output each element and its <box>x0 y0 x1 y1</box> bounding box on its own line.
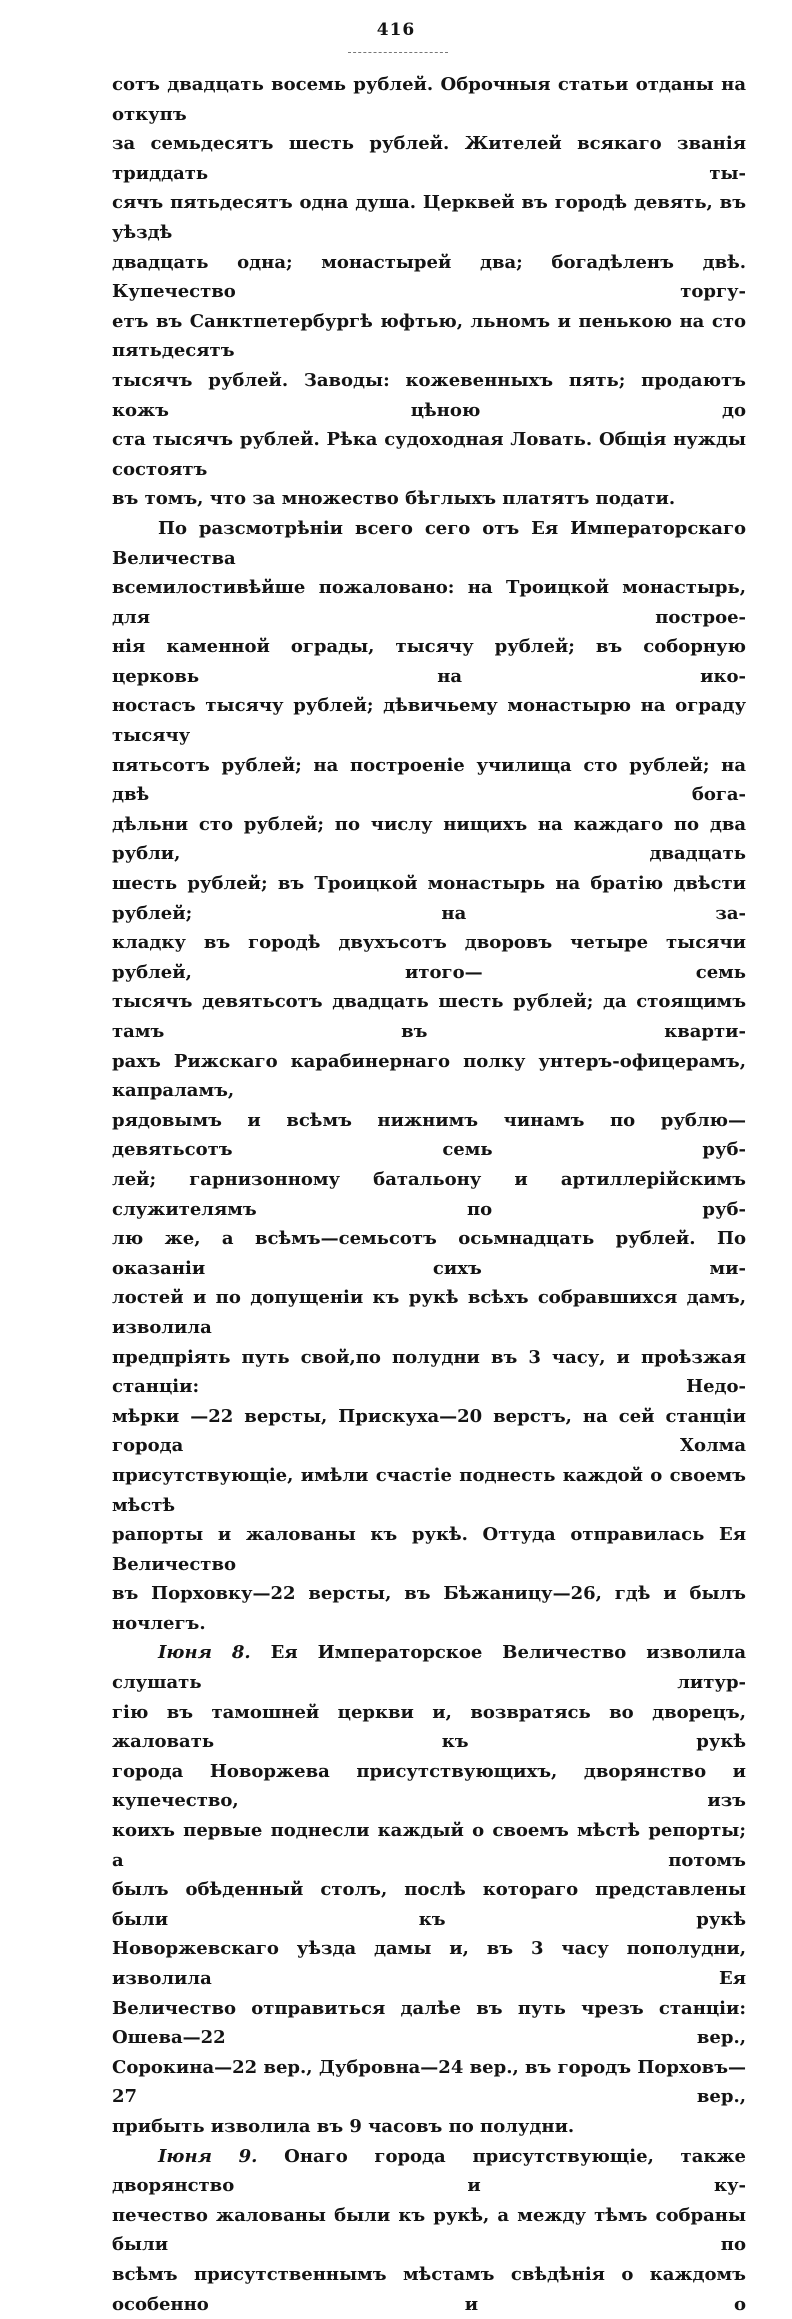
text-line: предпріять путь свой,по полудни въ 3 часу, и проѣзжая станціи: Недо- <box>112 1346 746 1398</box>
text-line: рядовымъ и всѣмъ нижнимъ чинамъ по рублю—девятьсотъ семь руб- <box>112 1109 746 1161</box>
text-line: въ томъ, что за множество бѣглыхъ платятъ подати. <box>112 488 676 510</box>
page-number: 416 <box>376 20 416 40</box>
text-line: города Новоржева присутствующихъ, дворянство и купечество, изъ <box>112 1760 746 1812</box>
text-line: прибыть изволила въ 9 часовъ по полудни. <box>112 2115 575 2137</box>
text-line: нія каменной ограды, тысячу рублей; въ соборную церковь на ико- <box>112 636 746 687</box>
text-line: за семьдесятъ шесть рублей. Жителей всякаго званія триддать ты- <box>112 133 746 184</box>
text-line: шесть рублей; въ Троицкой монастырь на братію двѣсти рублей; на за- <box>112 873 746 924</box>
text-line: рапорты и жалованы къ рукѣ. Оттуда отправилась Ея Величество <box>112 1524 746 1575</box>
text-line: въ Порховку—22 версты, въ Бѣжаницу—26, гдѣ и былъ ночлегъ. <box>112 1583 746 1634</box>
text-line: пятьсотъ рублей; на построеніе училища сто рублей; на двѣ бога- <box>112 754 746 806</box>
body-text <box>112 70 746 2319</box>
date-label: Іюня 9. <box>158 2145 258 2167</box>
text-line: двадцать одна; монастырей два; богадѣленъ двѣ. Купечество торгу- <box>112 251 746 303</box>
text-line: етъ въ Санктпетербургѣ юфтью, льномъ и пенькою на сто пятьдесятъ <box>112 310 746 362</box>
text-line: присутствующіе, имѣли счастіе поднесть каждой о своемъ мѣстѣ <box>112 1464 746 1516</box>
header-rule <box>348 52 448 53</box>
date-label: Іюня 8. <box>158 1642 251 1664</box>
text-line: печество жалованы были къ рукѣ, а между тѣмъ собраны были по <box>112 2204 746 2256</box>
text-line: Сорокина—22 вер., Дубровна—24 вер., въ городъ Порховъ—27 вер., <box>112 2056 746 2108</box>
text-line: Новоржевскаго уѣзда дамы и, въ 3 часу пополудни, изволила Ея <box>112 1938 746 1989</box>
text-line: тысячъ рублей. Заводы: кожевенныхъ пять; продаютъ кожъ цѣною до <box>112 369 746 421</box>
text-line: былъ обѣденный столъ, послѣ котораго представлены были къ рукѣ <box>112 1879 746 1930</box>
text-line: лостей и по допущеніи къ рукѣ всѣхъ собравшихся дамъ, изволила <box>112 1287 746 1338</box>
text-line: сотъ двадцать восемь рублей. Оброчныя статьи отданы на откупъ <box>112 74 746 125</box>
text-line: ностасъ тысячу рублей; дѣвичьему монастырю на ограду тысячу <box>112 695 746 747</box>
text-line: тысячъ девятьсотъ двадцать шесть рублей; да стоящимъ тамъ въ кварти- <box>112 991 746 1042</box>
text-line: гію въ тамошней церкви и, возвратясь во дворецъ, жаловать къ рукѣ <box>112 1701 746 1753</box>
text-line: ста тысячъ рублей. Рѣка судоходная Ловать. Общія нужды состоятъ <box>112 429 746 480</box>
text-line: кладку въ городѣ двухъсотъ дворовъ четыре тысячи рублей, итого— семь <box>112 932 746 983</box>
text-line: всѣмъ присутственнымъ мѣстамъ свѣдѣнія о каждомъ особенно и о <box>112 2263 746 2315</box>
text-line: Іюня 8. Ея Императорское Величество изволила слушать литур- <box>112 1642 746 1694</box>
text-line: всемилостивѣйше пожаловано: на Троицкой монастырь, для построе- <box>112 577 746 628</box>
text-line: лю же, а всѣмъ—семьсотъ осьмнадцать рублей. По оказаніи сихъ ми- <box>112 1228 746 1279</box>
text-line: коихъ первые поднесли каждый о своемъ мѣстѣ репорты; а потомъ <box>112 1820 746 1871</box>
text-line: лей; гарнизонному батальону и артиллерійскимъ служителямъ по руб- <box>112 1168 746 1220</box>
text-line: По разсмотрѣніи всего сего отъ Ея Императорскаго Величества <box>112 517 746 569</box>
text-line: Іюня 9. Онаго города присутствующіе, также дворянство и ку- <box>112 2145 747 2197</box>
text-line: Величество отправиться далѣе въ путь чрезъ станціи: Ошева—22 вер., <box>112 1997 746 2049</box>
text-line: мѣрки —22 версты, Прискуха—20 верстъ, на сей станціи города Холма <box>112 1405 746 1457</box>
text-line: сячъ пятьдесятъ одна душа. Церквей въ городѣ девять, въ уѣздѣ <box>112 192 746 243</box>
text-line: рахъ Рижскаго карабинернаго полку унтеръ-офицерамъ, капраламъ, <box>112 1050 746 1102</box>
text-line: дѣльни сто рублей; по числу нищихъ на каждаго по два рубли, двадцать <box>112 813 746 865</box>
